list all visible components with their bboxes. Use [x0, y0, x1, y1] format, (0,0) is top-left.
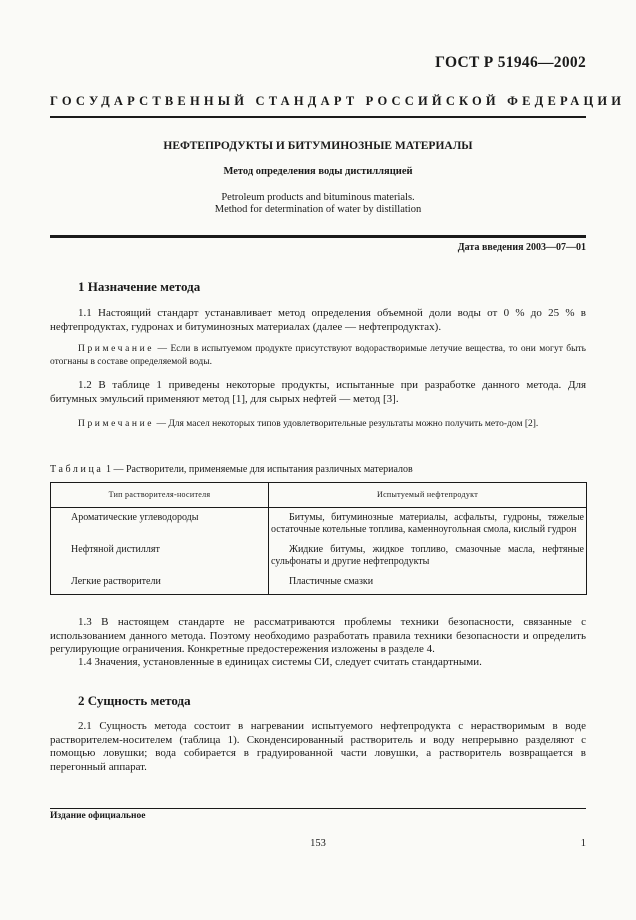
note-text: — Для масел некоторых типов удовлетворительные результаты можно получить мето-дом [2]. — [154, 419, 539, 429]
column-header-product: Испытуемый нефтепродукт — [269, 483, 587, 508]
note-label: Примечание — [78, 344, 155, 354]
table-row — [51, 535, 587, 567]
paragraph-1-4: 1.4 Значения, установленные в единицах системы СИ, следует считать стандартными. — [78, 656, 482, 668]
product-cell: Жидкие битумы, жидкое топливо, смазочные масла, нефтяные сульфонаты и другие нефтепродукты — [269, 535, 587, 567]
paragraph-2-1: 2.1 Сущность метода состоит в нагревании испытуемого нефтепродукта с нерастворимым в воде растворителем-носителем (таблица 1). Сконденсированный растворитель и воду непрерывно разделяют с помощью ловушки; вода собирается в градуированной части ловушки, а растворитель возвращается в перегонный аппарат. — [50, 720, 586, 773]
main-title: НЕФТЕПРОДУКТЫ И БИТУМИНОЗНЫЕ МАТЕРИАЛЫ — [163, 140, 473, 152]
note-2 — [50, 418, 586, 431]
english-title-line-2: Method for determination of water by distillation — [214, 204, 422, 215]
section-1-heading: 1 Назначение метода — [78, 279, 201, 294]
table-row — [51, 567, 587, 594]
paragraph-1-2: 1.2 В таблице 1 приведены некоторые продукты, испытанные при разработке данного метода. Для битумных эмульсий применяют метод [1], для сырых нефтей — метод [3]. — [50, 379, 586, 405]
table-1-caption — [50, 464, 413, 475]
note-label: Примечание — [78, 419, 155, 429]
table-header-row — [51, 483, 587, 508]
product-cell: Пластичные смазки — [269, 567, 587, 594]
solvents-table — [50, 482, 587, 595]
heavy-rule — [50, 235, 586, 238]
table-caption-text: 1 — Растворители, применяемые для испытания различных материалов — [103, 464, 413, 475]
column-header-solvent: Тип растворителя-носителя — [51, 483, 269, 508]
effective-date: Дата введения 2003—07—01 — [457, 242, 586, 253]
paragraph-1-1: 1.1 Настоящий стандарт устанавливает метод определения объемной доли воды от 0 % до 25 % в нефтепродуктах, гудронах и битуминозных материалах (далее — нефтепродуктах). — [50, 307, 586, 333]
gost-number: ГОСТ Р 51946—2002 — [435, 54, 586, 71]
solvent-cell: Ароматические углеводороды — [51, 508, 269, 536]
product-cell: Битумы, битуминозные материалы, асфальты, гудроны, тяжелые остаточные котельные топлива, каменноугольная смола, кислый гудрон — [269, 508, 587, 536]
page-number-center: 153 — [310, 838, 326, 849]
english-title-line-1: Petroleum products and bituminous materials. — [221, 192, 415, 203]
solvent-cell: Нефтяной дистиллят — [51, 535, 269, 567]
title-rule — [50, 116, 586, 118]
method-title-en — [50, 192, 586, 216]
solvent-cell: Легкие растворители — [51, 567, 269, 594]
method-title-ru: Метод определения воды дистилляцией — [223, 166, 413, 177]
official-edition-label: Издание официальное — [50, 811, 146, 821]
section-2-heading: 2 Сущность метода — [78, 693, 191, 708]
note-text: — Если в испытуемом продукте присутствуют водорастворимые летучие вещества, то они могут быть отогнаны в составе определяемой воды. — [50, 344, 586, 367]
page-number-right: 1 — [580, 838, 586, 849]
footer-rule — [50, 808, 586, 809]
standard-title: ГОСУДАРСТВЕННЫЙ СТАНДАРТ РОССИЙСКОЙ ФЕДЕРАЦИИ — [50, 94, 626, 108]
table-row — [51, 508, 587, 536]
table-caption-label: Таблица — [50, 464, 104, 475]
note-1 — [50, 343, 586, 368]
paragraph-1-3: 1.3 В настоящем стандарте не рассматриваются проблемы техники безопасности, связанные с использованием данного метода. Поэтому необходимо разработать правила техники безопасности и определить регулирующие ограничения. Конкретные предостережения изложены в разделе 4. — [50, 616, 586, 655]
